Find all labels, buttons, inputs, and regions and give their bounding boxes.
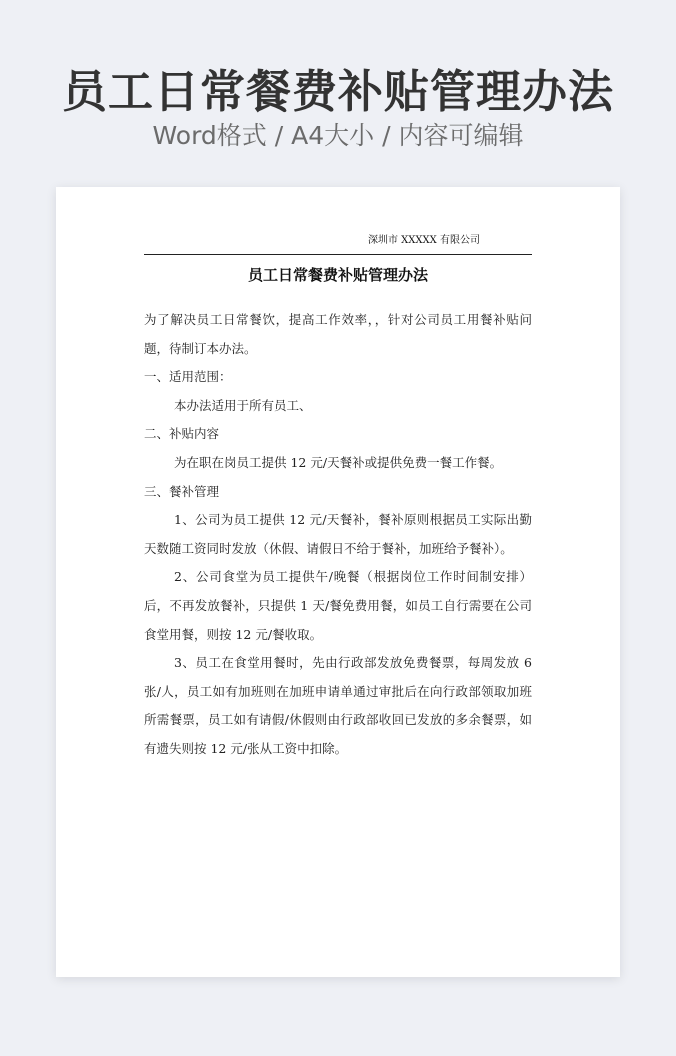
section-heading-content: 二、补贴内容 <box>144 426 220 442</box>
document-page <box>56 187 620 977</box>
intro-paragraph: 为了解决员工日常餐饮，提高工作效率，，针对公司员工用餐补贴问题，待制订本办法。 <box>144 312 532 356</box>
banner-title: 员工日常餐费补贴管理办法 <box>61 65 614 118</box>
section-heading-management: 三、餐补管理 <box>144 483 220 499</box>
banner-subtitle: Word格式 / A4大小 / 内容可编辑 <box>152 121 524 150</box>
management-item-1: 1、公司为员工提供 12 元/天餐补，餐补原则根据员工实际出勤天数随工资同时发放（休假、请假日不给于餐补，加班给予餐补）。 <box>144 512 532 556</box>
company-header: 深圳市 XXXXX 有限公司 <box>368 235 480 246</box>
management-item-3: 3、员工在食堂用餐时，先由行政部发放免费餐票，每周发放 6 张/人，员工如有加班则在加班申请单通过审批后在向行政部领取加班所需餐票，员工如有请假/休假则由行政部收回已发放的多余餐票，如有遗失则按 12 元/张从工资中扣除。 <box>144 655 532 756</box>
section-heading-scope: 一、适用范围： <box>144 369 232 385</box>
management-item-2: 2、公司食堂为员工提供午/晚餐（根据岗位工作时间制安排）后，不再发放餐补，只提供 1 天/餐免费用餐，如员工自行需要在公司食堂用餐，则按 12 元/餐收取。 <box>144 569 532 642</box>
document-title: 员工日常餐费补贴管理办法 <box>247 266 428 284</box>
document-body <box>144 306 532 764</box>
content-paragraph: 为在职在岗员工提供 12 元/天餐补或提供免费一餐工作餐。 <box>174 454 503 470</box>
scope-paragraph: 本办法适用于所有员工、 <box>174 397 312 413</box>
header-rule <box>144 254 532 255</box>
